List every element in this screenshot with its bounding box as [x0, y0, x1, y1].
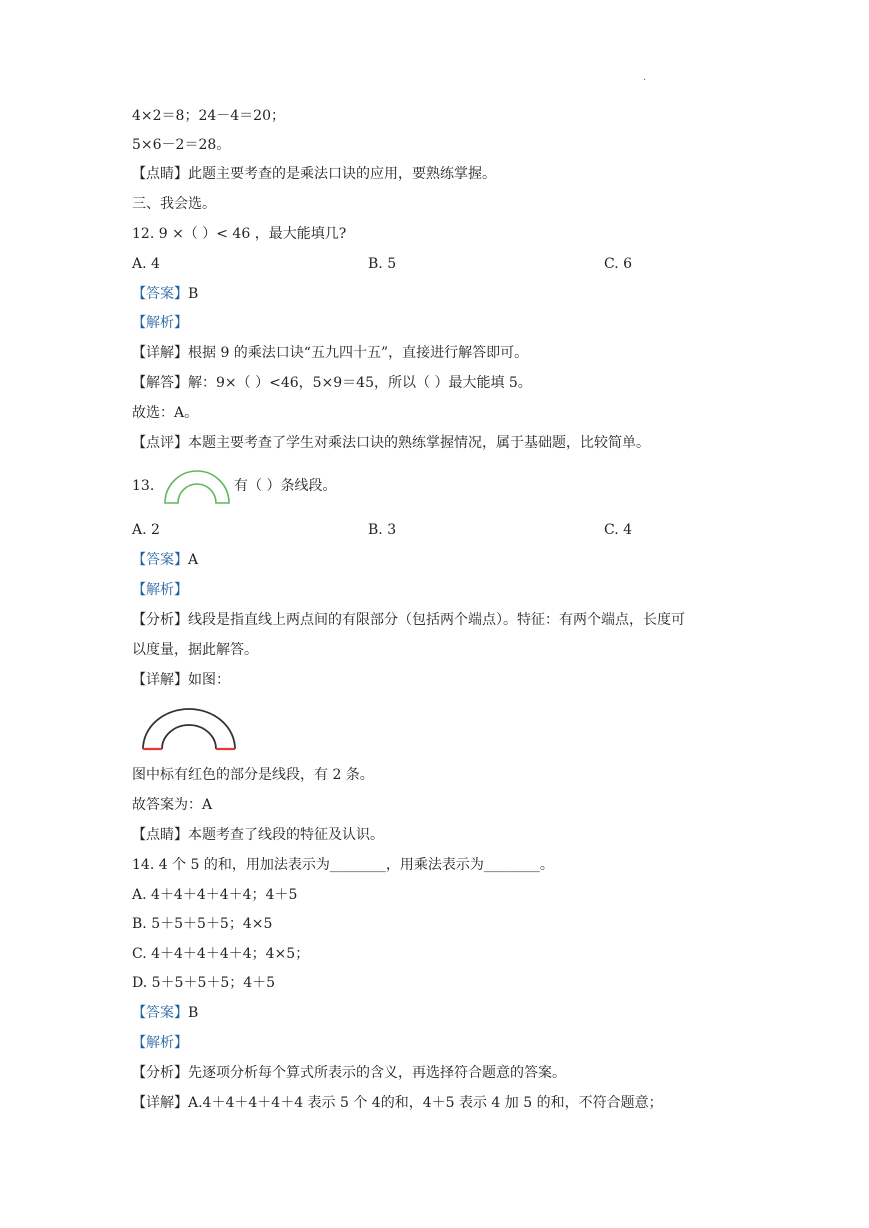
review-tag: 【点评】 — [132, 435, 188, 451]
q14-option-d: D. 5＋5＋5＋5；4＋5 — [132, 975, 276, 991]
analyze-text: 先逐项分析每个算式所表示的含义，再选择符合题意的答案。 — [188, 1065, 566, 1081]
q12-stem: 12. 9 ×（ ）< 46 ，最大能填几? — [132, 226, 347, 242]
point-line — [132, 164, 496, 184]
solution-text: 解：9×（ ）<46，5×9＝45，所以（ ）最大能填 5。 — [188, 375, 532, 391]
arch-answer-figure — [140, 703, 238, 753]
detail-tag: 【详解】 — [132, 672, 188, 688]
q12-choice: 故选：A。 — [132, 405, 199, 421]
q13-stem: 有（ ）条线段。 — [234, 478, 337, 494]
q14-stem: 14. 4 个 5 的和，用加法表示为________，用乘法表示为________。 — [132, 857, 554, 873]
solution-tag: 【解答】 — [132, 375, 188, 391]
q13-option-b: B. 3 — [368, 522, 397, 538]
q14-option-b: B. 5＋5＋5＋5；4×5 — [132, 916, 273, 932]
answer-tag: 【答案】 — [132, 1005, 188, 1021]
q13-option-c: C. 4 — [604, 522, 633, 538]
q13-detail — [132, 670, 230, 690]
q14-option-a: A. 4＋4＋4＋4＋4；4＋5 — [132, 887, 298, 903]
q13-analyze-2: 以度量，据此解答。 — [132, 642, 258, 658]
q14-analyze — [132, 1063, 566, 1083]
analyze-tag: 【分析】 — [132, 612, 188, 628]
point-tag: 【点睛】 — [132, 166, 188, 182]
q14-option-c: C. 4＋4＋4＋4＋4；4×5； — [132, 946, 310, 962]
calc-line-2: 5×6－2＝28。 — [132, 137, 231, 153]
q13-final: 故答案为：A — [132, 797, 213, 813]
q12-option-b: B. 5 — [368, 256, 397, 272]
q12-detail — [132, 343, 528, 363]
q14-detail — [132, 1093, 663, 1113]
detail-tag: 【详解】 — [132, 345, 188, 361]
calc-line-1: 4×2＝8；24－4＝20； — [132, 108, 285, 124]
header-mark: . — [643, 72, 647, 83]
detail-text: A.4＋4＋4＋4＋4 表示 5 个 4的和，4＋5 表示 4 加 5 的和，不符合题意； — [188, 1095, 663, 1111]
q13-after-figure: 图中标有红色的部分是线段，有 2 条。 — [132, 767, 374, 783]
point-text: 本题考查了线段的特征及认识。 — [188, 827, 384, 843]
q14-answer — [132, 1003, 198, 1023]
analyze-text: 线段是指直线上两点间的有限部分（包括两个端点）。特征：有两个端点，长度可 — [188, 612, 685, 628]
q14-analysis-tag: 【解析】 — [132, 1035, 188, 1051]
section-heading: 三、我会选。 — [132, 196, 216, 212]
q13-point — [132, 825, 384, 845]
q12-option-c: C. 6 — [604, 256, 633, 272]
q12-analysis-tag: 【解析】 — [132, 315, 188, 331]
q12-review — [132, 433, 650, 453]
q13-number: 13. — [132, 478, 155, 494]
answer-tag: 【答案】 — [132, 286, 188, 302]
q13-analysis-tag: 【解析】 — [132, 582, 188, 598]
q12-solution — [132, 373, 532, 393]
point-text: 此题主要考查的是乘法口诀的应用，要熟练掌握。 — [188, 166, 496, 182]
answer-tag: 【答案】 — [132, 552, 188, 568]
q12-answer — [132, 284, 198, 304]
q13-option-a: A. 2 — [132, 522, 160, 538]
detail-text: 根据 9 的乘法口诀“五九四十五”，直接进行解答即可。 — [188, 345, 529, 361]
answer-value: B — [188, 1005, 199, 1021]
arch-figure — [164, 465, 230, 505]
detail-tag: 【详解】 — [132, 1095, 188, 1111]
detail-text: 如图： — [188, 672, 230, 688]
review-text: 本题主要考查了学生对乘法口诀的熟练掌握情况，属于基础题，比较简单。 — [188, 435, 650, 451]
answer-value: B — [188, 286, 199, 302]
q13-analyze-1 — [132, 610, 685, 630]
analyze-tag: 【分析】 — [132, 1065, 188, 1081]
q12-option-a: A. 4 — [132, 256, 160, 272]
point-tag: 【点睛】 — [132, 827, 188, 843]
answer-value: A — [188, 552, 199, 568]
q13-answer — [132, 550, 198, 570]
